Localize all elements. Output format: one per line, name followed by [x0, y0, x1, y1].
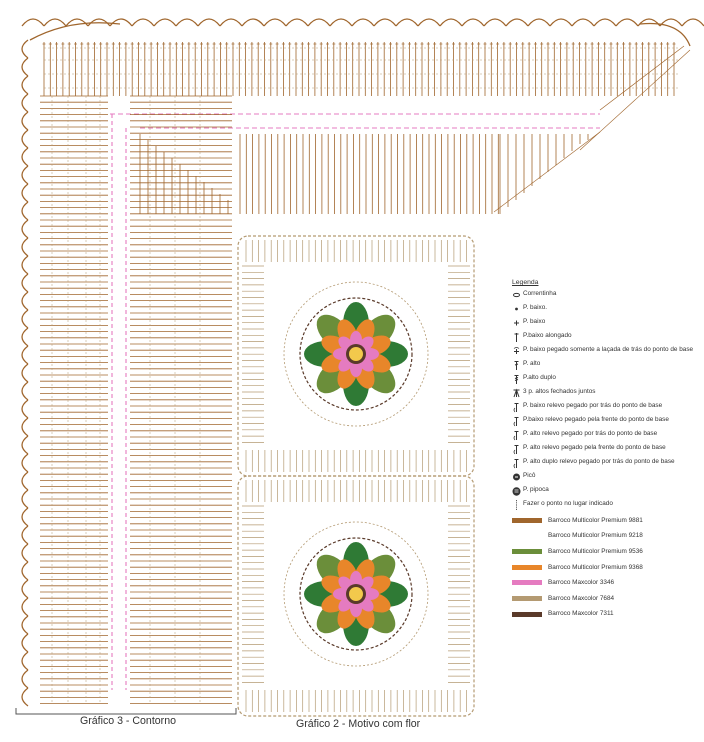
yarn-label: Barroco Multicolor Premium 9218 [548, 532, 643, 540]
scallop [22, 94, 28, 112]
cluster-icon [512, 388, 521, 397]
flower-motif [238, 236, 474, 476]
flower-center [349, 347, 363, 361]
scallop [22, 148, 28, 166]
treble-crochet-icon [512, 374, 521, 383]
scallop [22, 634, 28, 652]
legend-item [512, 416, 700, 425]
scallop [308, 19, 330, 26]
scallop [22, 490, 28, 508]
legend-item-label: Fazer o ponto no lugar indicado [523, 500, 613, 508]
scallop [22, 346, 28, 364]
scallop [22, 112, 28, 130]
back-post-tr-icon [512, 458, 521, 467]
scallop [22, 436, 28, 454]
flower-motif [238, 476, 474, 716]
scallop [132, 19, 154, 26]
yarn-item [512, 595, 700, 602]
scallop [22, 472, 28, 490]
legend-item [512, 360, 700, 369]
legend-item-label: Picô [523, 472, 536, 480]
scallop [462, 19, 484, 26]
diag-line [600, 46, 684, 110]
yarn-item [512, 611, 700, 618]
scallop [418, 19, 440, 26]
legend-yarn-list [512, 517, 700, 618]
long-single-crochet-icon [512, 332, 521, 341]
yarn-item [512, 564, 700, 571]
scallop [506, 19, 528, 26]
yarn-item [512, 579, 700, 586]
scallop [198, 19, 220, 26]
scallop [22, 382, 28, 400]
flower-center [349, 587, 363, 601]
chart3-caption: Gráfico 3 - Contorno [80, 715, 176, 727]
legend-item-label: P. alto duplo relevo pegado por trás do ponto de base [523, 458, 675, 466]
legend-item [512, 388, 700, 397]
yarn-swatch [512, 596, 542, 601]
legend-item [512, 374, 700, 383]
scallop [22, 454, 28, 472]
scallop [484, 19, 506, 26]
scallop [22, 328, 28, 346]
yarn-item [512, 517, 700, 524]
slip-stitch-icon [512, 304, 521, 313]
scallop [22, 508, 28, 526]
legend-item [512, 444, 700, 453]
scallop [22, 418, 28, 436]
scallop [616, 19, 638, 26]
chain-icon [512, 290, 521, 299]
single-crochet-icon [512, 318, 521, 327]
scallop [22, 580, 28, 598]
front-post-sc-icon [512, 416, 521, 425]
flower-motif-chart-2 [238, 236, 474, 716]
diag-line [494, 132, 600, 212]
scallop [242, 19, 264, 26]
scallop [594, 19, 616, 26]
scallop [22, 256, 28, 274]
legend-item-label: P.baixo relevo pegado pela frente do ponto de base [523, 416, 669, 424]
scallop [22, 166, 28, 184]
scallop [572, 19, 594, 26]
legend-item [512, 486, 700, 495]
marker-icon [512, 500, 521, 509]
yarn-swatch [512, 549, 542, 554]
scallop [110, 19, 132, 26]
legend-item-label: P.baixo alongado [523, 332, 572, 340]
scallop [22, 652, 28, 670]
scallop [264, 19, 286, 26]
yarn-label: Barroco Multicolor Premium 9881 [548, 516, 643, 524]
chart2-caption: Gráfico 2 - Motivo com flor [296, 718, 421, 730]
scallop [22, 598, 28, 616]
picot-icon [512, 472, 521, 481]
scallop [22, 544, 28, 562]
legend-item-label: P. pipoca [523, 486, 549, 494]
yarn-label: Barroco Maxcolor 7684 [548, 594, 615, 602]
legend-item [512, 318, 700, 327]
legend-item-label: P. alto [523, 360, 541, 368]
scallop [528, 19, 550, 26]
yarn-swatch [512, 518, 542, 523]
legend-item [512, 346, 700, 355]
scallop [220, 19, 242, 26]
scallop [22, 310, 28, 328]
yarn-label: Barroco Multicolor Premium 9368 [548, 563, 643, 571]
legend-item [512, 430, 700, 439]
scallop [176, 19, 198, 26]
legend-item-label: P. baixo relevo pegado por trás do ponto de base [523, 402, 663, 410]
scallop [22, 292, 28, 310]
legend-item-label: Correntinha [523, 290, 557, 298]
yarn-swatch [512, 565, 542, 570]
back-loop-icon [512, 346, 521, 355]
corner-arc [640, 23, 690, 46]
legend-item [512, 402, 700, 411]
back-post-dc-icon [512, 430, 521, 439]
scallop [22, 76, 28, 94]
legend [512, 279, 700, 626]
popcorn-icon [512, 486, 521, 495]
legend-item [512, 472, 700, 481]
back-post-sc-icon [512, 402, 521, 411]
yarn-label: Barroco Multicolor Premium 9536 [548, 547, 643, 555]
legend-item-label: P.alto duplo [523, 374, 556, 382]
legend-item-label: P. baixo pegado somente a laçada de trás do ponto de base [523, 346, 694, 354]
yarn-item [512, 548, 700, 555]
yarn-swatch [512, 612, 542, 617]
yarn-swatch [512, 580, 542, 585]
chart3-bracket [16, 708, 236, 714]
scallop [22, 58, 28, 76]
legend-item-label: P. baixo [523, 318, 546, 326]
scallop [22, 364, 28, 382]
yarn-label: Barroco Maxcolor 7311 [548, 610, 614, 618]
yarn-label: Barroco Maxcolor 3346 [548, 579, 615, 587]
scallop [330, 19, 352, 26]
scallop [22, 238, 28, 256]
front-post-dc-icon [512, 444, 521, 453]
legend-item-label: P. baixo. [523, 304, 548, 312]
yarn-item [512, 533, 700, 540]
scallop [22, 40, 28, 58]
scallop [22, 274, 28, 292]
legend-item-label: 3 p. altos fechados juntos [523, 388, 596, 396]
yarn-swatch [512, 534, 542, 539]
scallop [550, 19, 572, 26]
legend-stitch-list [512, 290, 700, 509]
legend-title: Legenda [512, 279, 539, 286]
scallop [440, 19, 462, 26]
double-crochet-icon [512, 360, 521, 369]
scallop [22, 19, 44, 26]
legend-item-label: P. alto relevo pegado pela frente do ponto de base [523, 444, 666, 452]
scallop [154, 19, 176, 26]
legend-item-label: P. alto relevo pegado por trás do ponto de base [523, 430, 658, 438]
scallop [22, 616, 28, 634]
scallop [352, 19, 374, 26]
scallop [286, 19, 308, 26]
legend-item [512, 304, 700, 313]
legend-item [512, 290, 700, 299]
scallop [22, 130, 28, 148]
legend-item [512, 332, 700, 341]
scallop [22, 526, 28, 544]
scallop [22, 562, 28, 580]
scallop [22, 184, 28, 202]
scallop [682, 19, 704, 26]
scallop [22, 400, 28, 418]
legend-item [512, 500, 700, 509]
scallop [22, 688, 28, 706]
legend-item [512, 458, 700, 467]
scallop [638, 19, 660, 26]
scallop [22, 220, 28, 238]
scallop [22, 202, 28, 220]
scallop [374, 19, 396, 26]
scallop [44, 19, 66, 26]
scallop [22, 670, 28, 688]
scallop [396, 19, 418, 26]
